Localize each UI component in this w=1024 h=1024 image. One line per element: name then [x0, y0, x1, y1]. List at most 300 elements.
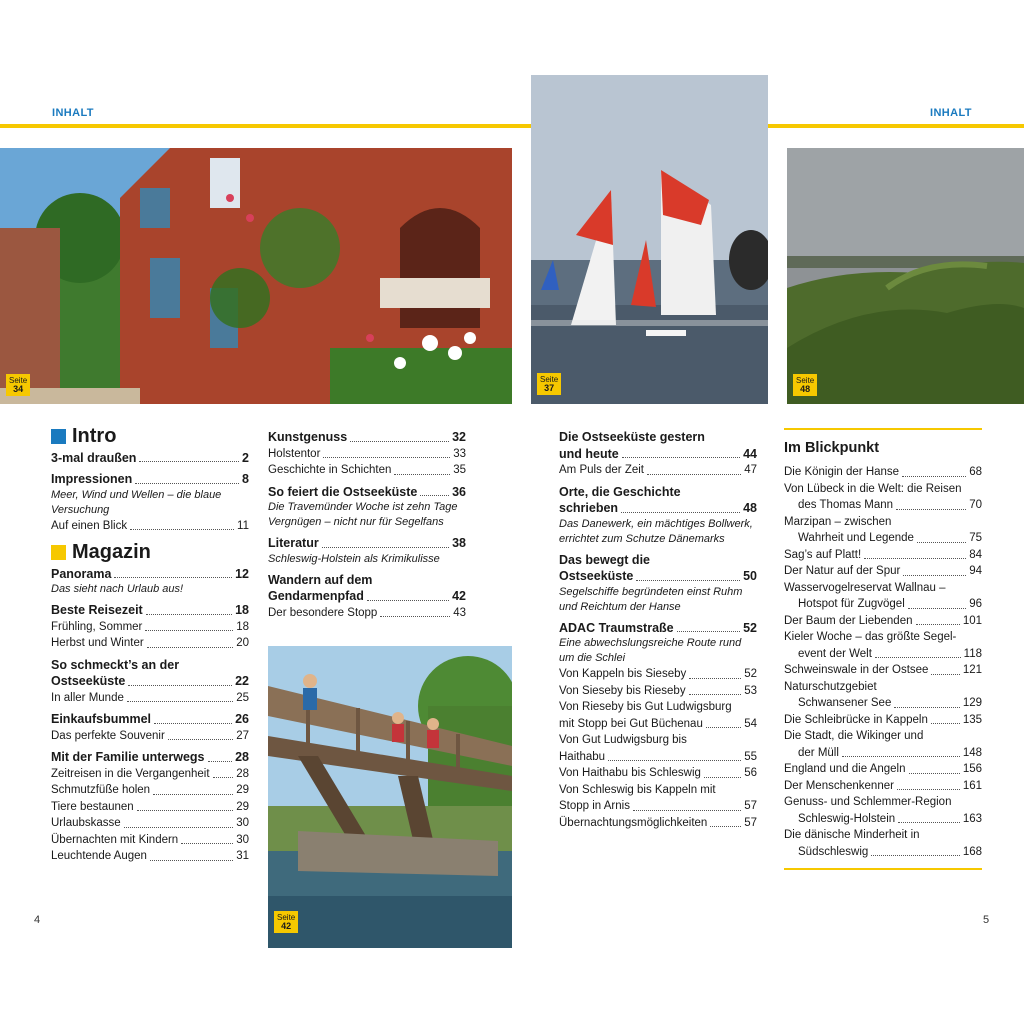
toc-entry: [784, 514, 982, 547]
toc-entry-subtitle: Segelschiffe begründeten einst Ruhm und Reichtum der Hanse: [559, 585, 743, 613]
toc-page-number: 135: [962, 713, 982, 726]
toc-page-number: 30: [236, 833, 249, 846]
toc-dot-leader: [917, 542, 966, 543]
toc-page-number: 57: [744, 800, 757, 812]
toc-dot-leader: [903, 575, 966, 576]
toc-dot-leader: [128, 685, 232, 686]
toc-dot-leader: [150, 860, 233, 861]
toc-page-number: 54: [744, 717, 757, 730]
toc-entry: [559, 815, 757, 832]
toc-dot-leader: [322, 547, 449, 548]
toc-entry-title: Wahrheit und Legende: [798, 532, 914, 544]
toc-entry-row: [784, 547, 982, 564]
toc-page-number: 163: [962, 812, 982, 825]
toc-entry-row: [784, 662, 982, 679]
toc-entry-row: [268, 588, 466, 605]
toc-entry: [784, 580, 982, 613]
toc-entry-title: Das perfekte Souvenir: [51, 729, 165, 742]
toc-entry: [51, 690, 249, 707]
toc-column-1: [51, 425, 249, 865]
toc-entry-title: 3-mal draußen: [51, 450, 137, 465]
toc-entry: [784, 563, 982, 580]
seite-badge: Seite 42: [274, 911, 298, 933]
toc-entry-row: [268, 484, 466, 501]
toc-entry: [51, 635, 249, 652]
toc-entry: [784, 679, 982, 712]
toc-entry: [268, 446, 466, 463]
seite-badge: Seite 34: [6, 374, 30, 396]
toc-entry: [784, 712, 982, 729]
toc-entry: [559, 620, 757, 667]
toc-dot-leader: [704, 777, 741, 778]
toc-entry-title: In aller Munde: [51, 691, 124, 704]
toc-entry-row: [51, 711, 249, 728]
toc-entry-row: [559, 798, 757, 815]
toc-entry-line: Das bewegt die: [559, 552, 650, 567]
toc-dot-leader: [894, 707, 959, 708]
toc-entry: [784, 481, 982, 514]
toc-entry-row: [784, 745, 982, 762]
toc-dot-leader: [127, 701, 233, 702]
toc-page-number: 96: [969, 598, 982, 610]
toc-dot-leader: [608, 760, 741, 761]
toc-entry-title: Einkaufsbummel: [51, 712, 152, 726]
toc-dot-leader: [394, 474, 450, 475]
page-number-left: 4: [34, 914, 41, 926]
toc-entry-subtitle: Das Danewerk, ein mächtiges Bollwerk, errichtet zum Schutze Dänemarks: [559, 517, 753, 545]
toc-entry-title: mit Stopp bei Gut Büchenau: [559, 717, 703, 730]
toc-dot-leader: [842, 756, 960, 757]
toc-entry-row: [51, 728, 249, 745]
toc-entry-title: Urlaubskasse: [51, 817, 121, 829]
toc-entry-line: Kieler Woche – das größte Segel-: [784, 631, 957, 643]
toc-entry: [51, 619, 249, 636]
toc-entry-row: [559, 666, 757, 683]
toc-entry-title: Schleswig-Holstein: [798, 812, 896, 825]
toc-page-number: 57: [744, 816, 757, 829]
toc-page-number: 43: [453, 606, 466, 619]
toc-entry-subtitle: Meer, Wind und Wellen – die blaue Versuchung: [51, 488, 222, 516]
blickpunkt-box: [784, 428, 982, 870]
toc-entry-title: Hotspot für Zugvögel: [798, 598, 905, 610]
toc-entry-title: Impressionen: [51, 472, 133, 486]
toc-dot-leader: [323, 457, 450, 458]
toc-page-number: 12: [235, 566, 249, 581]
toc-page-number: 29: [236, 784, 249, 796]
blickpunkt-top-rule: [784, 428, 982, 430]
toc-page-number: 50: [743, 569, 757, 583]
toc-entry-row: [559, 683, 757, 700]
toc-dot-leader: [898, 822, 960, 823]
toc-dot-leader: [622, 457, 740, 458]
toc-page-number: 168: [962, 845, 982, 858]
toc-entry-title: Holstentor: [268, 447, 321, 460]
toc-entry: [51, 782, 249, 799]
toc-entry-title: und heute: [559, 446, 619, 461]
toc-entry-row: [784, 844, 982, 861]
toc-page-number: 35: [453, 464, 466, 476]
toc-entry-title: Schweinswale in der Ostsee: [784, 664, 929, 676]
toc-entry-line: Wasservogelreservat Wallnau –: [784, 581, 946, 594]
toc-entry-row: [559, 620, 757, 637]
toc-dot-leader: [208, 761, 233, 762]
toc-entry: [51, 799, 249, 816]
toc-dot-leader: [420, 495, 449, 496]
toc-column-2: [268, 424, 466, 621]
toc-entry-row: [784, 712, 982, 729]
toc-page-number: 30: [236, 817, 249, 829]
toc-page-number: 2: [242, 450, 249, 465]
toc-page-number: 28: [235, 750, 249, 764]
toc-page-number: 70: [969, 499, 982, 511]
toc-entry-title: Sag’s auf Platt!: [784, 548, 862, 561]
toc-entry-title: Panorama: [51, 566, 112, 581]
toc-dot-leader: [213, 777, 234, 778]
toc-dot-leader: [114, 577, 232, 578]
toc-entry: [51, 566, 249, 598]
toc-dot-leader: [931, 674, 959, 675]
toc-page-number: 33: [453, 447, 466, 460]
toc-page-number: 84: [969, 548, 982, 561]
toc-page-number: 25: [236, 691, 249, 704]
toc-page-number: 32: [452, 430, 466, 444]
header-label-left: INHALT: [52, 107, 94, 119]
toc-entry: [51, 728, 249, 745]
toc-entry-title: Ostseeküste: [559, 569, 634, 583]
toc-entry-title: Von Haithabu bis Schleswig: [559, 767, 701, 779]
toc-entry-subtitle: Schleswig-Holstein als Krimikulisse: [268, 552, 440, 565]
toc-entry-row: [559, 815, 757, 832]
toc-entry-title: Der Natur auf der Spur: [784, 565, 901, 577]
seite-badge: Seite 37: [537, 373, 561, 395]
toc-dot-leader: [168, 739, 233, 740]
toc-entry-title: Der Menschenkenner: [784, 779, 894, 792]
toc-entry-row: [784, 497, 982, 514]
toc-entry-row: [784, 613, 982, 630]
toc-entry: [51, 518, 249, 535]
toc-dot-leader: [139, 461, 239, 462]
toc-entry-row: [268, 462, 466, 479]
toc-entry-row: [51, 749, 249, 766]
toc-page-number: 94: [969, 565, 982, 577]
toc-entry-title: Herbst und Winter: [51, 637, 144, 649]
toc-dot-leader: [931, 723, 960, 724]
toc-page-number: 47: [744, 464, 757, 476]
toc-entry-row: [559, 749, 757, 766]
toc-entry-row: [784, 464, 982, 481]
toc-page-number: 27: [236, 729, 249, 742]
toc-dot-leader: [902, 476, 966, 477]
toc-page-number: 28: [236, 767, 249, 780]
toc-page-number: 52: [743, 620, 757, 635]
toc-entry-row: [268, 535, 466, 552]
toc-dot-leader: [896, 509, 966, 510]
toc-entry: [784, 464, 982, 481]
toc-page-number: 29: [236, 800, 249, 813]
toc-page-number: 118: [963, 647, 982, 660]
toc-entry: [268, 605, 466, 622]
toc-column-3: [559, 424, 757, 831]
toc-entry-title: Beste Reisezeit: [51, 603, 143, 617]
toc-entry-row: [51, 782, 249, 799]
toc-page-number: 101: [962, 614, 982, 627]
section-intro-heading: Intro: [51, 428, 249, 445]
toc-dot-leader: [871, 855, 959, 856]
toc-entry-title: der Müll: [798, 746, 839, 759]
photo-wooden-bridge: [268, 646, 512, 948]
toc-entry-row: [559, 446, 757, 463]
toc-entry-line: Genuss- und Schlemmer-Region: [784, 796, 952, 808]
toc-dot-leader: [135, 483, 239, 484]
toc-entry: [51, 657, 249, 690]
toc-entry-row: [51, 518, 249, 535]
toc-entry-row: [784, 811, 982, 828]
toc-entry-line: Die Stadt, die Wikinger und: [784, 730, 924, 742]
toc-dot-leader: [153, 794, 233, 795]
toc-entry-subtitle: Die Travemünder Woche ist zehn Tage Vergnügen – nicht nur für Segelfans: [268, 501, 458, 528]
toc-entry-line: Von Rieseby bis Gut Ludwigsburg: [559, 701, 732, 713]
toc-page-number: 55: [744, 750, 757, 763]
toc-entry-line: Von Gut Ludwigsburg bis: [559, 734, 687, 746]
section-magazin-heading: Magazin: [51, 544, 249, 561]
toc-entry: [559, 552, 757, 615]
toc-entry: [51, 766, 249, 783]
toc-dot-leader: [146, 614, 232, 615]
toc-entry: [559, 429, 757, 462]
toc-entry: [51, 602, 249, 619]
toc-entry-title: Auf einen Blick: [51, 519, 128, 532]
toc-entry-row: [784, 778, 982, 795]
toc-entry-row: [559, 568, 757, 585]
magazin-square-icon: [51, 545, 66, 560]
toc-dot-leader: [916, 624, 960, 625]
header-label-right: INHALT: [930, 107, 972, 119]
toc-dot-leader: [633, 810, 741, 811]
toc-page-number: 22: [235, 674, 249, 688]
toc-entry-row: [51, 619, 249, 636]
toc-entry: [784, 728, 982, 761]
toc-entry-subtitle: Eine abwechslungsreiche Route rund um die Schlei: [559, 637, 742, 664]
toc-entry: [784, 629, 982, 662]
toc-dot-leader: [689, 678, 741, 679]
toc-entry-row: [268, 605, 466, 622]
toc-page-number: 38: [452, 536, 466, 550]
toc-dot-leader: [677, 631, 740, 632]
toc-entry-title: Frühling, Sommer: [51, 620, 143, 633]
toc-entry-title: Die Königin der Hanse: [784, 466, 900, 478]
toc-entry-row: [559, 765, 757, 782]
toc-page-number: 56: [744, 767, 757, 779]
toc-entry-row: [51, 848, 249, 865]
toc-entry: [51, 848, 249, 865]
toc-entry: [559, 732, 757, 765]
toc-page-number: 8: [242, 472, 249, 486]
toc-entry-line: Marzipan – zwischen: [784, 515, 892, 528]
toc-entry: [559, 462, 757, 479]
toc-entry: [51, 815, 249, 832]
toc-entry-title: Zeitreisen in die Vergangenheit: [51, 767, 210, 780]
toc-entry-row: [784, 646, 982, 663]
toc-entry-title: des Thomas Mann: [798, 499, 894, 511]
toc-entry-title: Südschleswig: [798, 845, 869, 858]
toc-entry-title: Tiere bestaunen: [51, 800, 134, 813]
toc-entry-row: [268, 429, 466, 446]
toc-entry: [268, 535, 466, 567]
toc-entry: [268, 462, 466, 479]
toc-entry-title: Haithabu: [559, 750, 606, 763]
toc-entry: [268, 429, 466, 446]
toc-entry-subtitle: Das sieht nach Urlaub aus!: [51, 583, 184, 595]
toc-entry: [268, 484, 466, 531]
toc-dot-leader: [181, 843, 233, 844]
header-rule-right: [768, 124, 1024, 128]
toc-dot-leader: [137, 810, 234, 811]
photo-holstentor-street: [0, 148, 512, 404]
toc-entry-row: [51, 450, 249, 467]
toc-dot-leader: [864, 558, 966, 559]
header-rule-left: [0, 124, 531, 128]
toc-entry-row: [51, 799, 249, 816]
toc-entry-line: Die dänische Minderheit in: [784, 829, 920, 841]
toc-entry-line: Von Lübeck in die Welt: die Reisen: [784, 482, 962, 495]
toc-entry: [784, 761, 982, 778]
toc-dot-leader: [908, 608, 966, 609]
blickpunkt-title: Im Blickpunkt: [784, 440, 880, 456]
toc-entry-title: Von Sieseby bis Rieseby: [559, 684, 686, 697]
toc-entry-title: Kunstgenuss: [268, 430, 348, 444]
toc-entry-title: Geschichte in Schichten: [268, 464, 392, 476]
toc-dot-leader: [706, 727, 741, 728]
toc-entry: [784, 613, 982, 630]
toc-entry-title: event der Welt: [798, 647, 872, 660]
toc-entry: [51, 832, 249, 849]
toc-page-number: 31: [236, 850, 249, 862]
toc-dot-leader: [145, 630, 233, 631]
toc-entry: [559, 666, 757, 683]
toc-entry-line: Orte, die Geschichte: [559, 484, 681, 499]
toc-entry-line: Wandern auf dem: [268, 572, 373, 587]
toc-entry-title: Mit der Familie unterwegs: [51, 750, 205, 764]
toc-entry-row: [51, 815, 249, 832]
toc-dot-leader: [124, 827, 234, 828]
toc-entry-row: [51, 635, 249, 652]
toc-entry: [51, 711, 249, 728]
toc-entry-title: So feiert die Ostseeküste: [268, 484, 418, 499]
toc-entry-title: Der besondere Stopp: [268, 606, 378, 619]
toc-entry-title: schrieben: [559, 501, 619, 515]
toc-page-number: 121: [962, 664, 982, 676]
toc-page-number: 44: [743, 446, 757, 461]
toc-entry: [784, 547, 982, 564]
toc-dot-leader: [689, 694, 742, 695]
toc-page-number: 156: [962, 763, 982, 775]
toc-dot-leader: [897, 789, 960, 790]
toc-page-number: 161: [962, 779, 982, 792]
toc-entry-title: England und die Angeln: [784, 763, 906, 775]
toc-page-number: 52: [744, 668, 757, 680]
toc-entry-row: [51, 690, 249, 707]
toc-entry-row: [559, 462, 757, 479]
toc-entry-line: Von Schleswig bis Kappeln mit: [559, 783, 716, 796]
toc-entry-title: Die Schleibrücke in Kappeln: [784, 713, 928, 726]
toc-entry: [559, 683, 757, 700]
toc-page-number: 18: [235, 603, 249, 617]
toc-page-number: 75: [969, 532, 982, 544]
toc-entry: [784, 662, 982, 679]
toc-entry-row: [784, 695, 982, 712]
toc-entry-row: [784, 530, 982, 547]
toc-page-number: 129: [962, 697, 982, 709]
toc-entry: [784, 778, 982, 795]
toc-entry-row: [784, 761, 982, 778]
toc-entry: [559, 484, 757, 547]
toc-dot-leader: [367, 600, 449, 601]
toc-dot-leader: [909, 773, 960, 774]
toc-entry-title: Leuchtende Augen: [51, 850, 147, 862]
toc-dot-leader: [350, 441, 449, 442]
toc-entry-title: Der Baum der Liebenden: [784, 614, 913, 627]
toc-entry-row: [51, 673, 249, 690]
page-number-right: 5: [983, 914, 990, 926]
toc-entry: [784, 794, 982, 827]
toc-dot-leader: [154, 723, 232, 724]
toc-page-number: 53: [744, 684, 757, 697]
toc-dot-leader: [710, 826, 741, 827]
toc-dot-leader: [130, 529, 234, 530]
toc-entry-row: [51, 602, 249, 619]
toc-entry: [51, 450, 249, 467]
toc-page-number: 48: [743, 501, 757, 515]
toc-page-number: 42: [452, 589, 466, 603]
toc-entry-title: Literatur: [268, 536, 319, 550]
toc-page-number: 68: [969, 466, 982, 478]
toc-entry-title: Gendarmenpfad: [268, 589, 364, 603]
toc-page-number: 20: [236, 637, 249, 649]
toc-entry-title: Am Puls der Zeit: [559, 464, 644, 476]
toc-entry-row: [51, 471, 249, 488]
toc-page-number: 36: [452, 484, 466, 499]
toc-page-number: 11: [237, 519, 249, 532]
toc-entry: [559, 699, 757, 732]
toc-dot-leader: [147, 647, 234, 648]
toc-page-number: 26: [235, 712, 249, 726]
toc-entry: [559, 782, 757, 815]
intro-square-icon: [51, 429, 66, 444]
seite-badge: Seite 48: [793, 374, 817, 396]
toc-entry: [51, 471, 249, 518]
toc-dot-leader: [875, 657, 961, 658]
toc-entry-title: Übernachtungsmöglichkeiten: [559, 816, 708, 829]
toc-entry: [559, 765, 757, 782]
toc-entry-row: [559, 716, 757, 733]
photo-danewerk: [787, 148, 1024, 404]
toc-entry-title: Übernachten mit Kindern: [51, 833, 179, 846]
toc-entry-title: ADAC Traumstraße: [559, 620, 674, 635]
toc-entry-title: Schmutzfüße holen: [51, 784, 151, 796]
toc-page-number: 148: [962, 746, 982, 759]
toc-entry-line: Naturschutzgebiet: [784, 680, 877, 693]
toc-dot-leader: [380, 616, 450, 617]
toc-dot-leader: [636, 580, 740, 581]
toc-page-number: 18: [236, 620, 249, 633]
toc-entry-line: So schmeckt’s an der: [51, 657, 180, 672]
toc-entry-row: [559, 500, 757, 517]
toc-entry: [51, 749, 249, 766]
toc-entry-row: [268, 446, 466, 463]
toc-entry-title: Ostseeküste: [51, 674, 126, 688]
toc-entry-row: [51, 566, 249, 583]
toc-entry: [784, 827, 982, 860]
